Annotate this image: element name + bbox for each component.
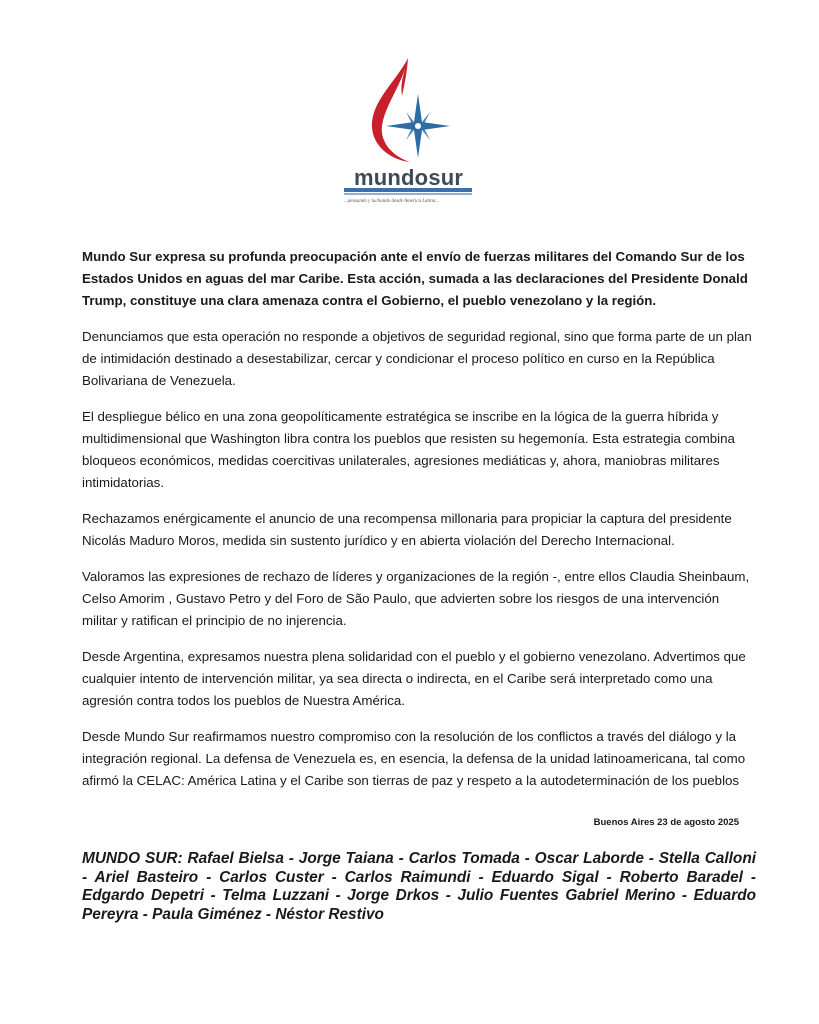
lead-paragraph: Mundo Sur expresa su profunda preocupación ante el envío de fuerzas militares del Comando Sur de los Estados Unidos en aguas del mar Caribe. Esta acción, sumada a las declaraciones del Presidente Donald Trump, constituye una clara amenaza contra el Gobierno, el pueblo venezolano y la región.: [82, 249, 748, 308]
paragraph: Desde Mundo Sur reafirmamos nuestro compromiso con la resolución de los conflictos a través del diálogo y la integración regional. La defensa de Venezuela es, en esencia, la defensa de la unidad latinoamericana, tal como afirmó la CELAC: América Latina y el Caribe son tierras de paz y respeto a la autodeterminación de los pueblos: [82, 729, 746, 788]
date-location: Buenos Aires 23 de agosto 2025: [593, 817, 739, 828]
paragraph: Denunciamos que esta operación no responde a objetivos de seguridad regional, sino que forma parte de un plan de intimidación destinado a desestabilizar, cercar y condicionar el proceso político en curso en la República Bolivariana de Venezuela.: [82, 329, 752, 388]
paragraph: Desde Argentina, expresamos nuestra plena solidaridad con el pueblo y el gobierno venezolano. Advertimos que cualquier intento de intervención militar, ya sea directa o indirecta, en el Caribe será interpretado como una agresión contra todos los pueblos de Nuestra América.: [82, 649, 746, 708]
logo-wordmark: mundosur: [354, 165, 464, 190]
logo-tagline: ...pensando y luchando desde América Latina...: [344, 199, 440, 204]
signatories: MUNDO SUR: Rafael Bielsa - Jorge Taiana - Carlos Tomada - Oscar Laborde - Stella Calloni - Ariel Basteiro - Carlos Custer - Carlos Raimundi - Eduardo Sigal - Roberto Baradel - Edgardo Depetri - Telma Luzzani - Jorge Drkos - Julio Fuentes Gabriel Merino - Eduardo Pereyra - Paula Giménez - Néstor Restivo: [82, 850, 756, 923]
paragraph: Valoramos las expresiones de rechazo de líderes y organizaciones de la región -, entre ellos Claudia Sheinbaum, Celso Amorim , Gustavo Petro y del Foro de São Paulo, que advierten sobre los riesgos de una intervención militar y ratifican el principio de no injerencia.: [82, 569, 750, 628]
paragraph: Rechazamos enérgicamente el anuncio de una recompensa millonaria para propiciar la captura del presidente Nicolás Maduro Moros, medida sin sustento jurídico y en abierta violación del Derecho Internacional.: [82, 511, 732, 548]
paragraph: El despliegue bélico en una zona geopolíticamente estratégica se inscribe en la lógica de la guerra híbrida y multidimensional que Washington libra contra los pueblos que resisten su hegemonía. Esta estrategia combina bloqueos económicos, medidas coercitivas unilaterales, agresiones mediáticas y, ahora, maniobras militares intimidatorias.: [82, 409, 735, 490]
mundosur-logo: [330, 52, 490, 214]
statement-body: [82, 246, 754, 806]
